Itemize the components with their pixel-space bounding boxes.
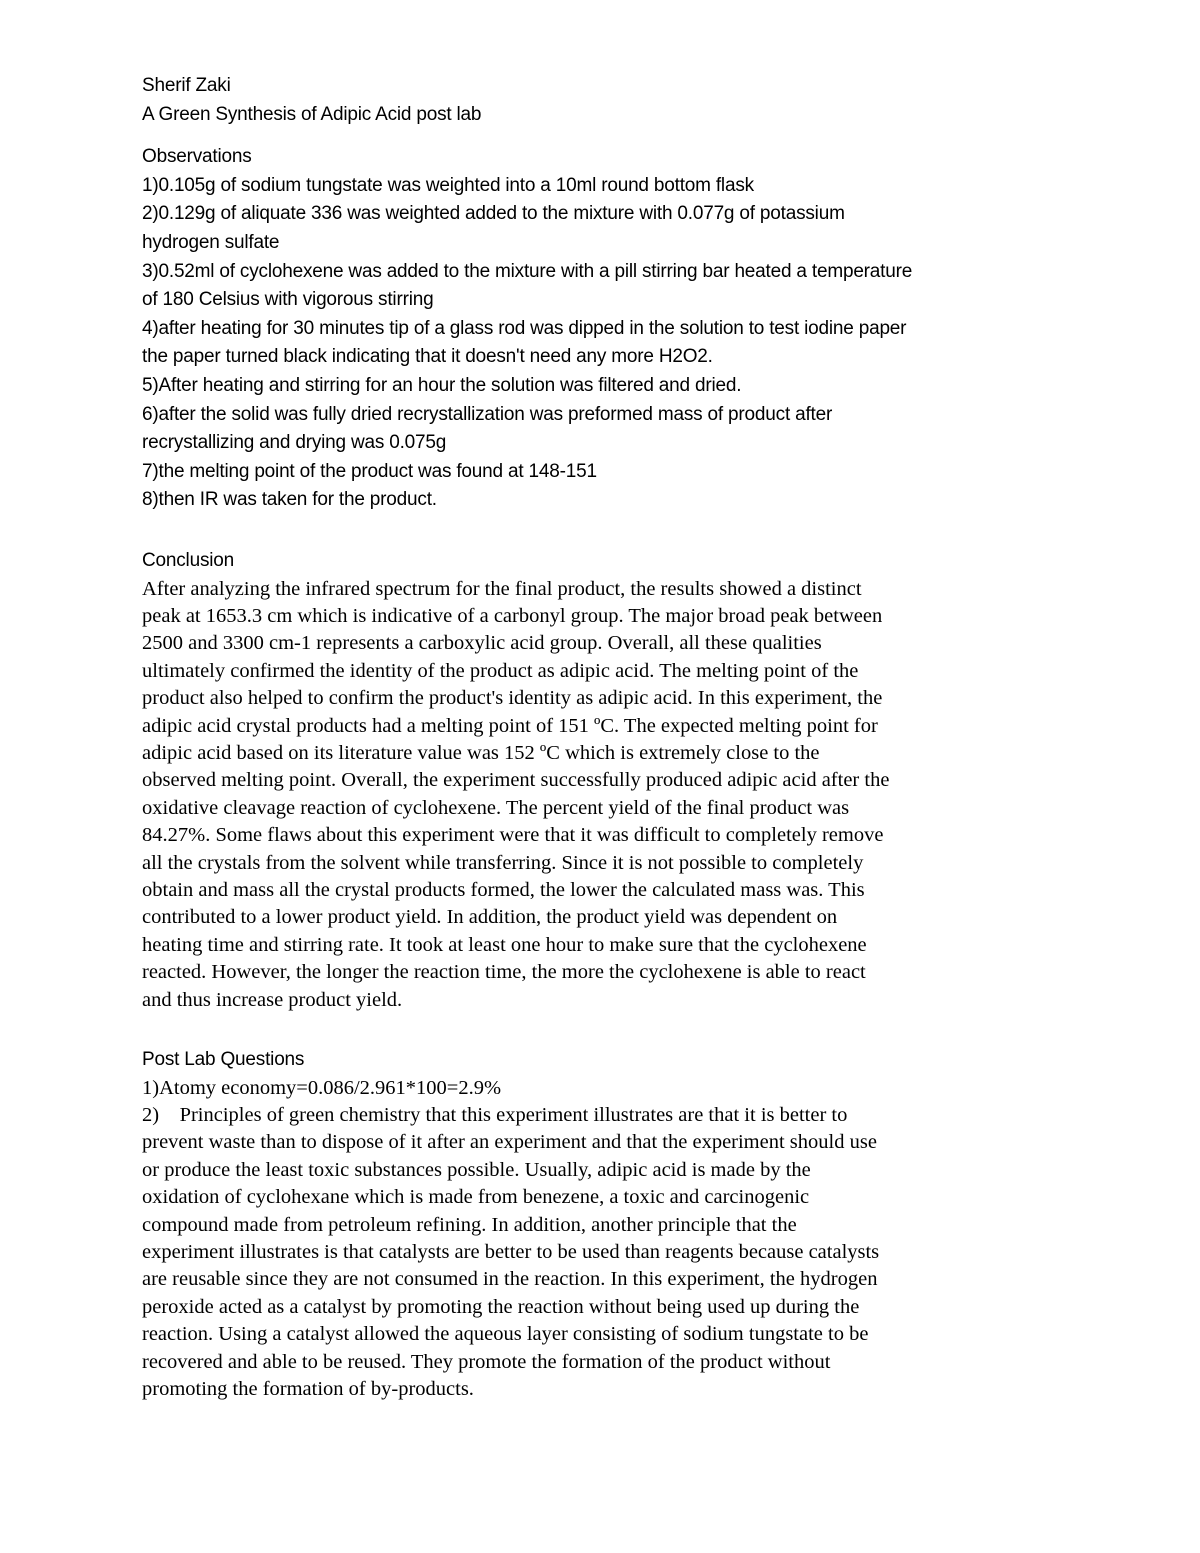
conclusion-line: product also helped to confirm the product's identity as adipic acid. In this experiment, the — [142, 687, 883, 710]
conclusion-heading: Conclusion — [142, 549, 234, 571]
observation-line: 7)the melting point of the product was found at 148-151 — [142, 460, 597, 482]
conclusion-paragraph — [142, 576, 1072, 1015]
post-lab-heading: Post Lab Questions — [142, 1049, 305, 1070]
document-title: A Green Synthesis of Adipic Acid post lab — [142, 103, 482, 125]
conclusion-line: After analyzing the infrared spectrum for the final product, the results showed a distinct — [142, 577, 862, 600]
post-lab-line: are reusable since they are not consumed in the reaction. In this experiment, the hydrogen — [142, 1268, 878, 1291]
post-lab-line: experiment illustrates is that catalysts are better to be used than reagents because catalysts — [142, 1241, 880, 1264]
post-lab-section — [142, 1046, 1072, 1403]
post-lab-line: or produce the least toxic substances possible. Usually, adipic acid is made by the — [142, 1158, 811, 1181]
post-lab-line: prevent waste than to dispose of it after an experiment and that the experiment should use — [142, 1131, 877, 1154]
observation-line: hydrogen sulfate — [142, 231, 280, 253]
post-lab-line: peroxide acted as a catalyst by promoting the reaction without being used up during the — [142, 1295, 860, 1318]
conclusion-line: and thus increase product yield. — [142, 988, 403, 1011]
observation-line: 5)After heating and stirring for an hour the solution was filtered and dried. — [142, 374, 742, 396]
conclusion-line: peak at 1653.3 cm which is indicative of a carbonyl group. The major broad peak between — [142, 604, 883, 627]
conclusion-line: oxidative cleavage reaction of cyclohexene. The percent yield of the final product was — [142, 796, 850, 819]
observation-line: 6)after the solid was fully dried recrystallization was preformed mass of product after — [142, 403, 833, 425]
observation-line: 4)after heating for 30 minutes tip of a glass rod was dipped in the solution to test iodine paper — [142, 317, 907, 339]
observation-line: 2)0.129g of aliquate 336 was weighted added to the mixture with 0.077g of potassium — [142, 203, 845, 225]
conclusion-line: ultimately confirmed the identity of the product as adipic acid. The melting point of the — [142, 659, 859, 682]
conclusion-section — [142, 547, 1072, 1014]
spacer — [142, 515, 1072, 545]
conclusion-line: all the crystals from the solvent while transferring. Since it is not possible to completely — [142, 851, 864, 874]
conclusion-line: contributed to a lower product yield. In addition, the product yield was dependent on — [142, 906, 838, 929]
post-lab-line: compound made from petroleum refining. In addition, another principle that the — [142, 1213, 797, 1236]
post-lab-line: promoting the formation of by-products. — [142, 1378, 474, 1401]
spacer — [142, 1014, 1072, 1044]
document-body — [142, 72, 1072, 1403]
conclusion-line: 84.27%. Some flaws about this experiment were that it was difficult to completely remove — [142, 824, 884, 847]
post-lab-line: oxidation of cyclohexane which is made from benezene, a toxic and carcinogenic — [142, 1186, 810, 1209]
conclusion-line: observed melting point. Overall, the experiment successfully produced adipic acid after the — [142, 769, 890, 792]
conclusion-line: adipic acid based on its literature value was 152 ºC which is extremely close to the — [142, 741, 820, 764]
conclusion-line: heating time and stirring rate. It took at least one hour to make sure that the cyclohexene — [142, 933, 867, 956]
post-lab-answers — [142, 1075, 1072, 1404]
header-block — [142, 72, 1072, 129]
observation-line: recrystallizing and drying was 0.075g — [142, 432, 447, 454]
observation-line: the paper turned black indicating that it doesn't need any more H2O2. — [142, 346, 713, 368]
conclusion-line: obtain and mass all the crystal products formed, the lower the calculated mass was. This — [142, 878, 865, 901]
spacer — [142, 129, 1072, 143]
conclusion-line: reacted. However, the longer the reaction time, the more the cyclohexene is able to react — [142, 961, 866, 984]
post-lab-line: reaction. Using a catalyst allowed the aqueous layer consisting of sodium tungstate to be — [142, 1323, 869, 1346]
author-name: Sherif Zaki — [142, 75, 231, 96]
observations-heading: Observations — [142, 146, 252, 168]
observations-section — [142, 143, 1072, 515]
post-lab-line: 2) Principles of green chemistry that this experiment illustrates are that it is better to — [142, 1104, 848, 1126]
conclusion-line: adipic acid crystal products had a melting point of 151 ºC. The expected melting point for — [142, 714, 878, 737]
post-lab-line: 1)Atomy economy=0.086/2.961*100=2.9% — [142, 1076, 502, 1099]
conclusion-line: 2500 and 3300 cm-1 represents a carboxylic acid group. Overall, all these qualities — [142, 632, 822, 655]
observation-line: 8)then IR was taken for the product. — [142, 489, 437, 511]
observation-line: 1)0.105g of sodium tungstate was weighted into a 10ml round bottom flask — [142, 174, 754, 196]
post-lab-line: recovered and able to be reused. They promote the formation of the product without — [142, 1350, 831, 1373]
observation-line: 3)0.52ml of cyclohexene was added to the mixture with a pill stirring bar heated a temperature — [142, 260, 913, 282]
observation-line: of 180 Celsius with vigorous stirring — [142, 289, 434, 311]
